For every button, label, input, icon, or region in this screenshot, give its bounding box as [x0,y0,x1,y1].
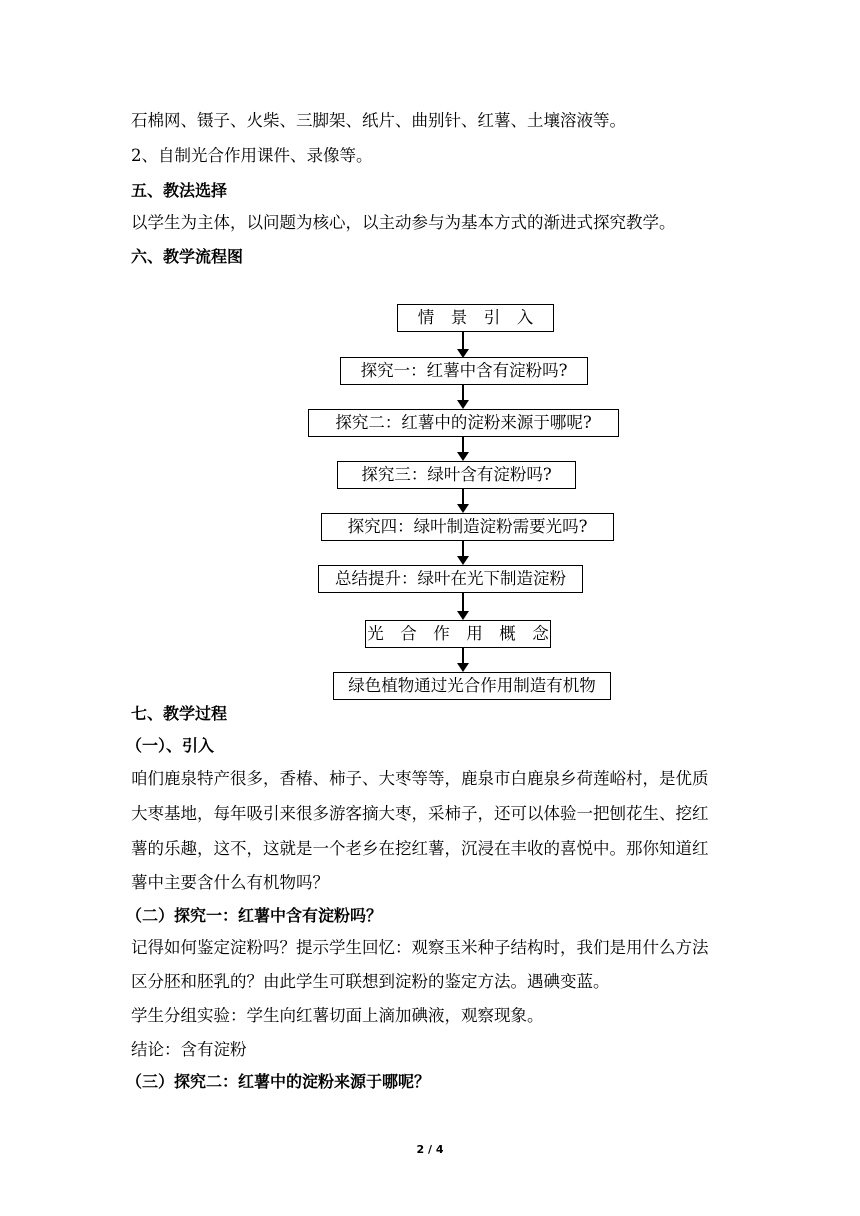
paragraph-line: 记得如何鉴定淀粉吗？提示学生回忆：观察玉米种子结构时，我们是用什么方法 [131,938,709,957]
flow-arrow [460,437,466,461]
section-heading: 六、教学流程图 [131,247,244,266]
paragraph: 以学生为主体，以问题为核心，以主动参与为基本方式的渐进式探究教学。 [131,213,676,232]
flow-box-2: 探究一：红薯中含有淀粉吗? [340,357,588,385]
paragraph-line: 区分胚和胚乳的？由此学生可联想到淀粉的鉴定方法。遇碘变蓝。 [131,972,610,991]
flow-box-8: 绿色植物通过光合作用制造有机物 [333,672,611,700]
subsection-heading: （三）探究二：红薯中的淀粉来源于哪呢？ [126,1072,431,1091]
paragraph-line: 咱们鹿泉特产很多，香椿、柿子、大枣等等，鹿泉市白鹿泉乡荷莲峪村，是优质 [131,769,709,788]
paragraph-line: 薯中主要含什么有机物吗？ [131,873,329,892]
page-number: 2 / 4 [416,1143,444,1156]
subsection-heading: （二）探究一：红薯中含有淀粉吗？ [126,906,383,925]
flow-arrow [460,541,466,565]
flow-box-4: 探究三：绿叶含有淀粉吗? [337,461,576,489]
flow-arrow [460,648,466,672]
subsection-heading: （一）、引入 [126,736,215,755]
paragraph-line: 大枣基地，每年吸引来很多游客摘大枣，采柿子，还可以体验一把刨花生、挖红 [131,804,709,823]
paragraph-line: 结论：含有淀粉 [131,1040,247,1059]
flow-arrow [460,489,466,513]
text-line: 石棉网、镊子、火柴、三脚架、纸片、曲别针、红薯、土壤溶液等。 [131,111,626,130]
flow-box-1: 情 景 引 入 [397,304,554,332]
paragraph-line: 学生分组实验：学生向红薯切面上滴加碘液，观察现象。 [131,1006,544,1025]
flow-box-6: 总结提升：绿叶在光下制造淀粉 [318,565,583,593]
flow-arrow [460,593,466,620]
flow-arrow [460,332,466,358]
flow-arrow [460,385,466,409]
flow-box-3: 探究二：红薯中的淀粉来源于哪呢? [308,409,619,437]
flow-box-7: 光 合 作 用 概 念 [365,620,551,648]
text-line: 2、自制光合作用课件、录像等。 [131,146,373,165]
section-heading: 五、教法选择 [131,181,228,200]
section-heading: 七、教学过程 [131,704,228,723]
paragraph-line: 薯的乐趣，这不，这就是一个老乡在挖红薯，沉浸在丰收的喜悦中。那你知道红 [131,839,709,858]
flow-box-5: 探究四：绿叶制造淀粉需要光吗? [321,513,614,541]
